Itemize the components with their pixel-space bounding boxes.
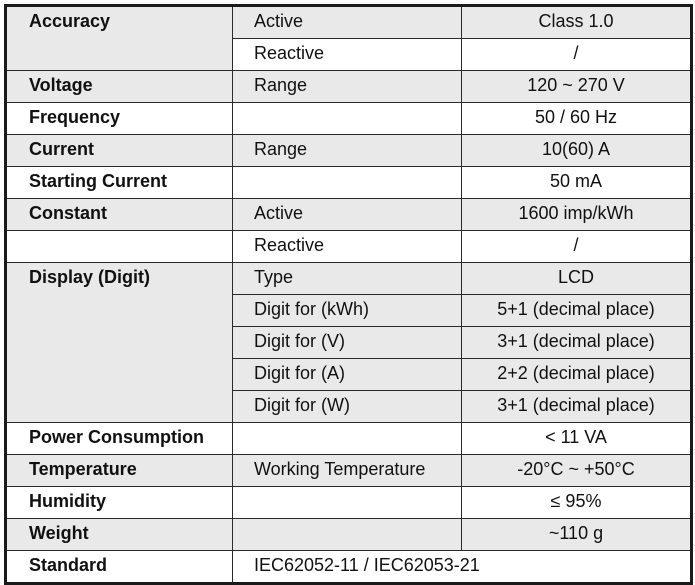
table-row-voltage [6, 71, 692, 103]
value-voltage: 120 ~ 270 V [462, 71, 692, 103]
specification-table [4, 4, 693, 585]
sub-accuracy-reactive: Reactive [233, 39, 462, 71]
param-standard: Standard [6, 551, 233, 584]
value-accuracy-reactive: / [462, 39, 692, 71]
sub-accuracy-active: Active [233, 6, 462, 39]
table-row-temperature [6, 455, 692, 487]
value-temperature: -20°C ~ +50°C [462, 455, 692, 487]
sub-voltage: Range [233, 71, 462, 103]
value-weight: ~110 g [462, 519, 692, 551]
param-starting-current: Starting Current [6, 167, 233, 199]
param-frequency: Frequency [6, 103, 233, 135]
value-constant-reactive: / [462, 231, 692, 263]
sub-humidity [233, 487, 462, 519]
value-current: 10(60) A [462, 135, 692, 167]
table-row-accuracy-active [6, 6, 692, 39]
value-starting-current: 50 mA [462, 167, 692, 199]
table-row-constant-reactive [6, 231, 692, 263]
sub-digit-v: Digit for (V) [233, 327, 462, 359]
param-constant: Constant [6, 199, 233, 231]
param-accuracy: Accuracy [6, 6, 233, 71]
sub-display-type: Type [233, 263, 462, 295]
value-digit-kwh: 5+1 (decimal place) [462, 295, 692, 327]
table-row-display-type [6, 263, 692, 295]
sub-weight [233, 519, 462, 551]
sub-current: Range [233, 135, 462, 167]
value-power-consumption: < 11 VA [462, 423, 692, 455]
value-digit-w: 3+1 (decimal place) [462, 391, 692, 423]
param-display-digit: Display (Digit) [6, 263, 233, 423]
param-weight: Weight [6, 519, 233, 551]
param-temperature: Temperature [6, 455, 233, 487]
table-row-constant-active [6, 199, 692, 231]
sub-starting-current [233, 167, 462, 199]
param-humidity: Humidity [6, 487, 233, 519]
table-row-starting-current [6, 167, 692, 199]
sub-constant-reactive: Reactive [233, 231, 462, 263]
table-row-power-consumption [6, 423, 692, 455]
param-current: Current [6, 135, 233, 167]
value-frequency: 50 / 60 Hz [462, 103, 692, 135]
sub-digit-a: Digit for (A) [233, 359, 462, 391]
param-constant-blank [6, 231, 233, 263]
sub-temperature: Working Temperature [233, 455, 462, 487]
sub-digit-w: Digit for (W) [233, 391, 462, 423]
value-digit-v: 3+1 (decimal place) [462, 327, 692, 359]
table-row-humidity [6, 487, 692, 519]
value-humidity: ≤ 95% [462, 487, 692, 519]
param-voltage: Voltage [6, 71, 233, 103]
value-constant-active: 1600 imp/kWh [462, 199, 692, 231]
value-digit-a: 2+2 (decimal place) [462, 359, 692, 391]
sub-digit-kwh: Digit for (kWh) [233, 295, 462, 327]
value-accuracy-active: Class 1.0 [462, 6, 692, 39]
table-row-frequency [6, 103, 692, 135]
table-row-standard [6, 551, 692, 584]
sub-frequency [233, 103, 462, 135]
table-row-weight [6, 519, 692, 551]
value-standard: IEC62052-11 / IEC62053-21 [233, 551, 692, 584]
value-display-type: LCD [462, 263, 692, 295]
sub-power-consumption [233, 423, 462, 455]
param-power-consumption: Power Consumption [6, 423, 233, 455]
sub-constant-active: Active [233, 199, 462, 231]
table-row-current [6, 135, 692, 167]
